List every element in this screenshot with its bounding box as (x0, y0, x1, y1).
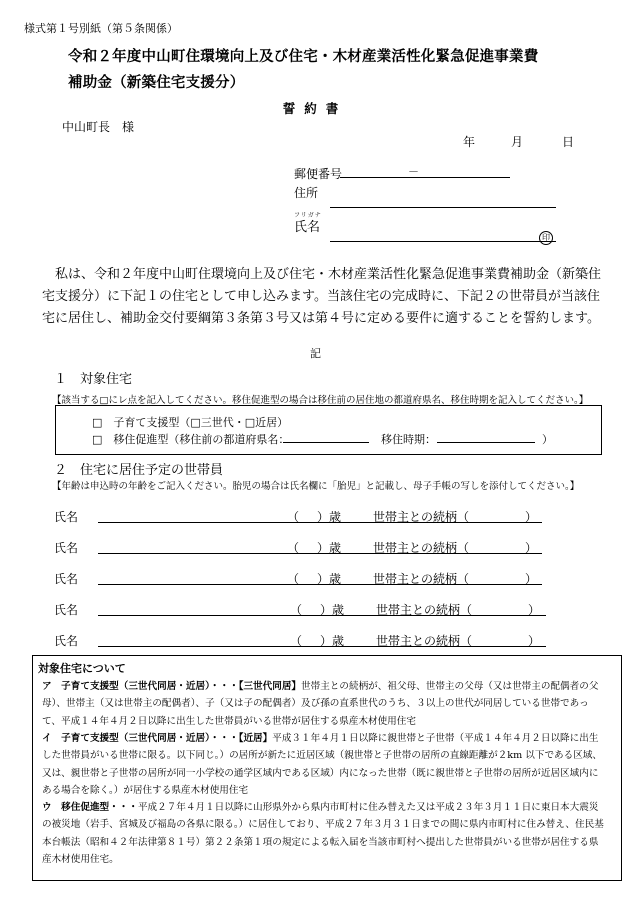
member-age-close: ）歳 (317, 541, 342, 555)
migration-time-field[interactable] (437, 442, 535, 443)
member-relation-label: 世帯主との続柄（ (373, 572, 470, 586)
form-id: 様式第１号別紙（第５条関係） (24, 22, 178, 35)
member-relation-close: ） (525, 541, 538, 555)
checkbox-migration-promotion[interactable]: □ 移住促進型（移住前の都道府県名： (92, 433, 290, 446)
option2-close: ） (542, 433, 553, 446)
date-month-label: 月 (511, 135, 524, 149)
pledge-text: 私は、令和２年度中山町住環境向上及び住宅・木材産業活性化緊急促進事業費補助金（新築住宅支援分）に下記１の住宅として申し込みます。当該住宅の完成時に、下記２の世帯員が当該住宅に居住し、補助金交付要綱第３条第３号又は第４号に定める要件に適することを誓約します。 (42, 267, 602, 326)
member-name-label: 氏名 (54, 603, 79, 617)
info-item-a-text: 世帯主との続柄が、祖父母、世帯主の父母（又は世帯主の配偶者の父母）、世帯主（又は世帯主の配偶者）、子（又は子の配偶者）及び孫の直系世代のうち、３以上の世代が同居している世帯であって、平成１４年４月２日以降に出生した世帯員がいる世帯が居住する県産木材使用住宅 (42, 681, 599, 727)
document-title: 誓約書 (282, 101, 348, 116)
member-relation-label: 世帯主との続柄（ (376, 634, 473, 648)
name-field[interactable] (330, 241, 556, 242)
member-age-open: （ (290, 603, 303, 617)
member-name-label: 氏名 (54, 541, 79, 555)
date-year-label: 年 (463, 135, 476, 149)
member-age-close: ）歳 (317, 510, 342, 524)
info-item-i-label: イ 子育て支援型（三世代同居・近居）・・・【近居】 (42, 733, 273, 744)
member-relation-label: 世帯主との続柄（ (376, 603, 473, 617)
address-field[interactable] (330, 207, 556, 208)
info-item-i-text: 平成３１年４月１日以降に親世帯と子世帯（平成１４年４月２日以降に出生した世帯員がいる世帯に限る。以下同じ。）の居所が新たに近居区域（親世帯と子世帯の居所の直線距離が２km 以下である区域、又は、親世帯と子世帯の居所が同一小学校の通学区域内である区域）内になった世帯（既に親世帯と子世帯の居所が近居区域内にある場合を除く。）が居住する県産木材使用住宅 (42, 733, 603, 796)
member-age-close: ）歳 (320, 634, 345, 648)
info-heading: 対象住宅について (38, 662, 126, 675)
info-item-i (42, 730, 607, 799)
member-age-open: （ (287, 541, 300, 555)
section1-note: 【該当する□にレ点を記入してください。移住促進型の場合は移住前の居住地の都道府県名、移住時期を記入してください。】 (52, 395, 589, 406)
addressee: 中山町長 様 (62, 120, 135, 134)
member-relation-close: ） (525, 572, 538, 586)
address-label: 住所 (294, 186, 319, 200)
furigana-label: フリガナ (294, 212, 322, 219)
postal-code-dash: － (408, 165, 419, 178)
prefecture-field[interactable] (283, 442, 369, 443)
section1-box (55, 405, 602, 455)
member-age-open: （ (287, 572, 300, 586)
member-relation-close: ） (528, 634, 541, 648)
info-item-a (42, 678, 607, 730)
member-relation-close: ） (525, 510, 538, 524)
seal-icon: 印 (539, 231, 553, 245)
member-name-label: 氏名 (54, 572, 79, 586)
migration-time-label: 移住時期： (381, 433, 436, 446)
member-age-open: （ (290, 634, 303, 648)
member-relation-label: 世帯主との続柄（ (373, 541, 470, 555)
section2-note: 【年齢は申込時の年齢をご記入ください。胎児の場合は氏名欄に「胎児」と記載し、母子手帳の写しを添付してください。】 (52, 481, 580, 492)
info-item-u (42, 799, 607, 868)
name-label: 氏名 (294, 220, 321, 235)
form-title-line1: 令和２年度中山町住環境向上及び住宅・木材産業活性化緊急促進事業費 (68, 49, 539, 65)
ki-label: 記 (310, 347, 321, 360)
info-item-u-text: 平成２７年４月１日以降に山形県外から県内市町村に住み替えた又は平成２３年３月１１日に東日本大震災の被災地（岩手、宮城及び福島の各県に限る。）に居住しており、平成２７年３月３１日までの間に県内市町村に住み替え、住民基本台帳法（昭和４２年法律第８１号）第２２条第１項の規定による転入届を当該市町村へ提出した世帯員がいる世帯が居住する県産木材使用住宅。 (42, 802, 604, 865)
postal-code-label: 郵便番号 (294, 167, 343, 181)
section1-heading: １ 対象住宅 (54, 372, 133, 387)
info-item-u-label: ウ 移住促進型・・・ (42, 802, 138, 813)
section2-heading: ２ 住宅に居住予定の世帯員 (54, 463, 224, 478)
member-age-close: ）歳 (317, 572, 342, 586)
member-age-open: （ (287, 510, 300, 524)
info-item-a-label: ア 子育て支援型（三世代同居・近居）・・・【三世代同居】 (42, 681, 302, 692)
member-age-close: ）歳 (320, 603, 345, 617)
checkbox-childcare-support[interactable]: □ 子育て支援型（□三世代・□近居） (92, 416, 289, 429)
member-relation-label: 世帯主との続柄（ (373, 510, 470, 524)
date-day-label: 日 (562, 135, 575, 149)
member-name-label: 氏名 (54, 510, 79, 524)
member-name-label: 氏名 (54, 634, 79, 648)
postal-code-field[interactable] (340, 177, 510, 178)
member-relation-close: ） (528, 603, 541, 617)
form-title-line2: 補助金（新築住宅支援分） (68, 75, 245, 91)
